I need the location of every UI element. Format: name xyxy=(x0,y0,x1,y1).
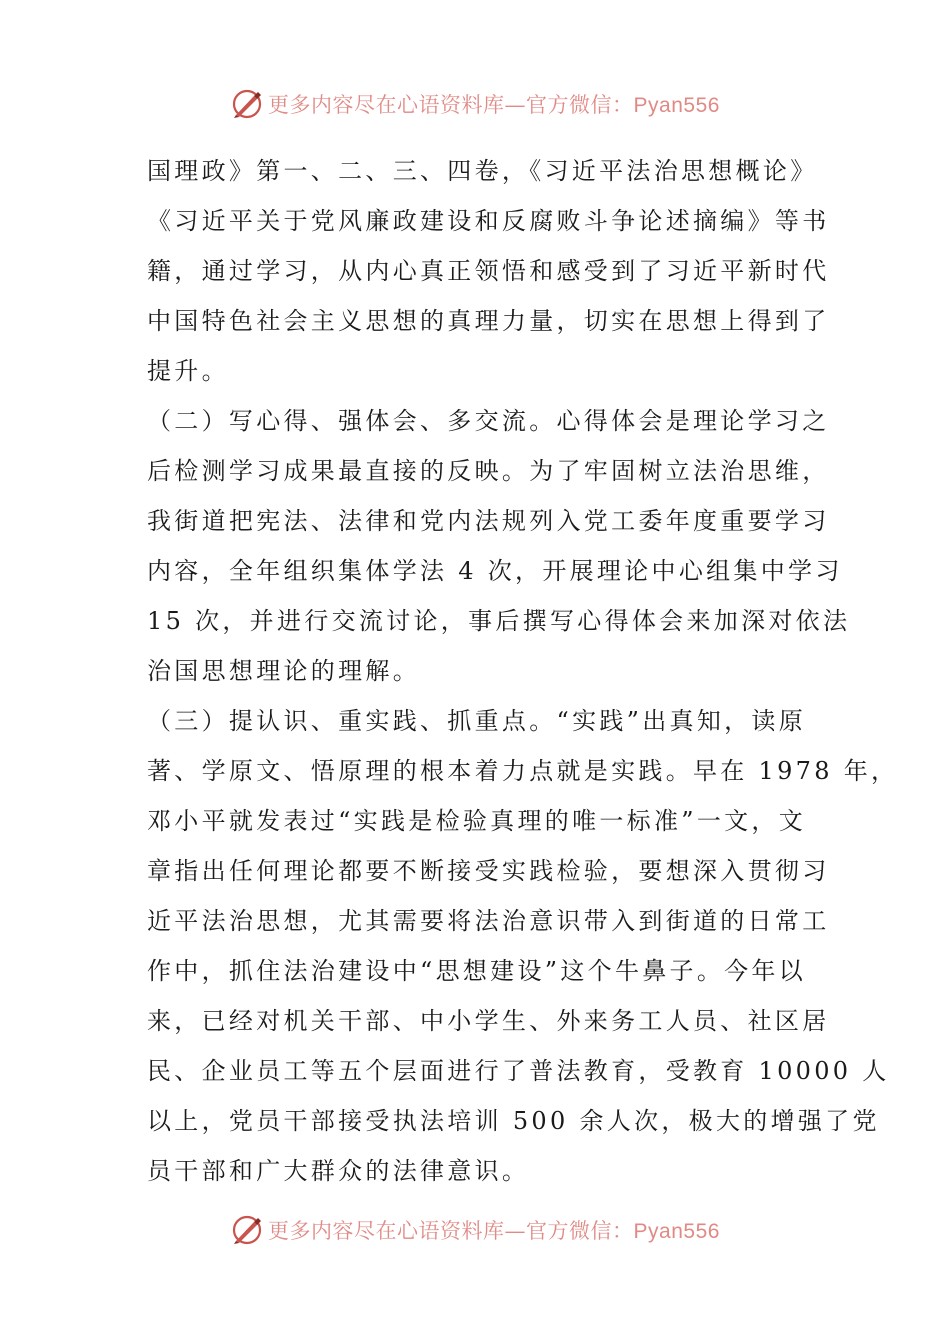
footer-banner xyxy=(0,1210,950,1250)
text-line: 邓小平就发表过“实践是检验真理的唯一标准”一文，文 xyxy=(147,807,807,835)
text-line: 章指出任何理论都要不断接受实践检验，要想深入贯彻习 xyxy=(147,857,830,885)
text-line: 员干部和广大群众的法律意识。 xyxy=(147,1157,530,1185)
text-line: 中国特色社会主义思想的真理力量，切实在思想上得到了 xyxy=(147,307,830,335)
text-line: 后检测学习成果最直接的反映。为了牢固树立法治思维， xyxy=(147,457,830,485)
text-line: 内容，全年组织集体学法 4 次，开展理论中心组集中学习 xyxy=(147,557,843,585)
section-heading-line: （三）提认识、重实践、抓重点。“实践”出真知，读原 xyxy=(147,707,807,735)
text-line: 15 次，并进行交流讨论，事后撰写心得体会来加深对依法 xyxy=(147,607,851,635)
section-heading-line: （二）写心得、强体会、多交流。心得体会是理论学习之 xyxy=(147,407,830,435)
text-line: 作中，抓住法治建设中“思想建设”这个牛鼻子。今年以 xyxy=(147,957,807,985)
text-line: 治国思想理论的理解。 xyxy=(147,657,420,685)
banner-text: 更多内容尽在心语资料库—官方微信：Pyan556 xyxy=(268,93,720,117)
text-line: 提升。 xyxy=(147,357,229,385)
text-line: 以上，党员干部接受执法培训 500 余人次，极大的增强了党 xyxy=(147,1107,880,1135)
text-line: 近平法治思想，尤其需要将法治意识带入到街道的日常工 xyxy=(147,907,830,935)
text-line: 来，已经对机关干部、中小学生、外来务工人员、社区居 xyxy=(147,1007,830,1035)
header-banner xyxy=(0,84,950,124)
banner-text: 更多内容尽在心语资料库—官方微信：Pyan556 xyxy=(268,1219,720,1243)
text-line: 籍，通过学习，从内心真正领悟和感受到了习近平新时代 xyxy=(147,257,830,285)
wechat-id: Pyan556 xyxy=(633,1220,720,1243)
text-line: 国理政》第一、二、三、四卷，《习近平法治思想概论》 xyxy=(147,157,818,185)
pen-logo-icon xyxy=(230,87,264,121)
text-line: 著、学原文、悟原理的根本着力点就是实践。早在 1978 年， xyxy=(147,757,899,785)
text-line: 我街道把宪法、法律和党内法规列入党工委年度重要学习 xyxy=(147,507,830,535)
text-line: 《习近平关于党风廉政建设和反腐败斗争论述摘编》等书 xyxy=(147,207,830,235)
wechat-id: Pyan556 xyxy=(633,94,720,117)
document-body xyxy=(147,146,899,1196)
pen-logo-icon xyxy=(230,1213,264,1247)
text-line: 民、企业员工等五个层面进行了普法教育，受教育 10000 人 xyxy=(147,1057,890,1085)
